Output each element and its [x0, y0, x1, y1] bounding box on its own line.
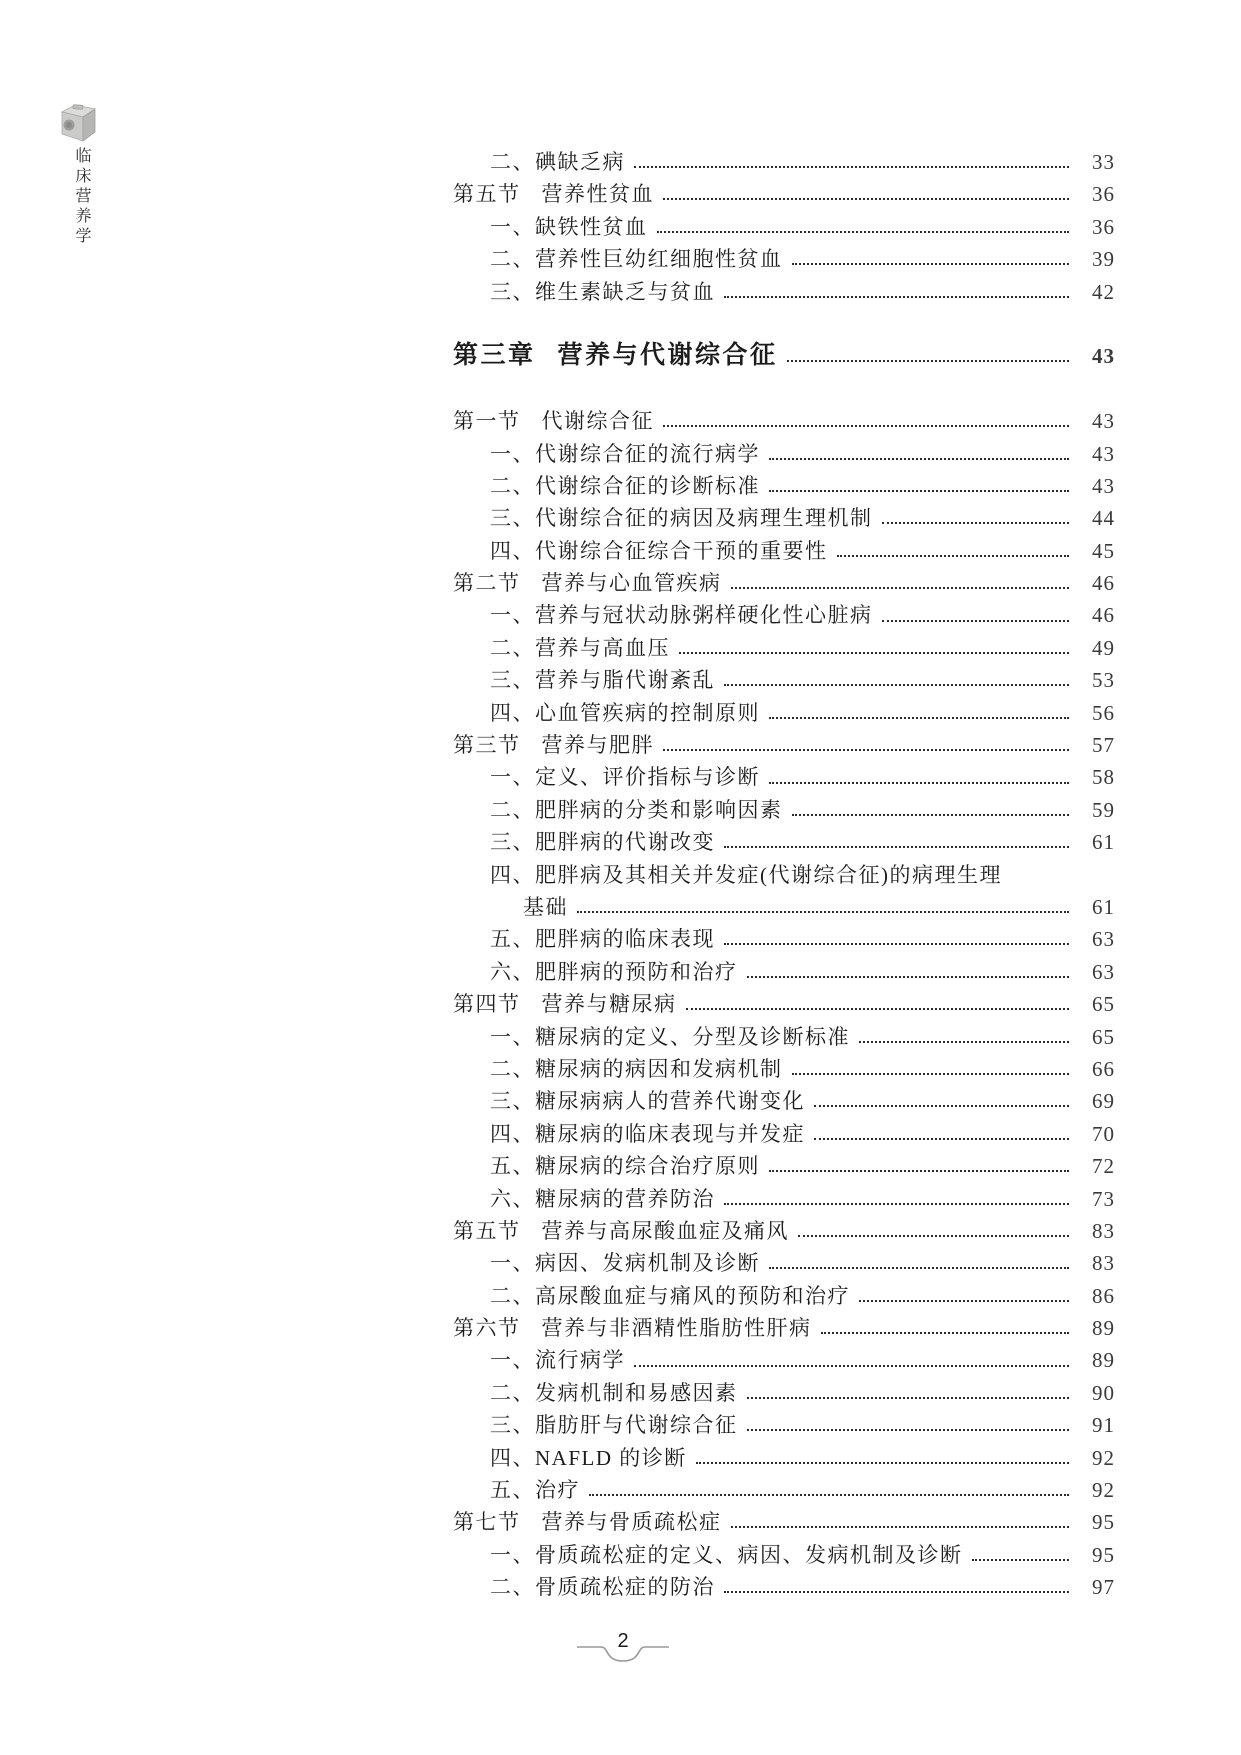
toc-page-number: 49	[1092, 635, 1115, 660]
toc-section-row	[453, 1312, 1115, 1344]
toc-item-row	[453, 599, 1115, 631]
toc-page-number: 89	[1092, 1348, 1115, 1373]
dot-leader	[747, 1377, 1070, 1409]
toc-page-number: 95	[1092, 1542, 1115, 1567]
toc-item-row	[453, 664, 1115, 696]
folio-page-number: 2	[617, 1630, 629, 1652]
dot-leader	[663, 178, 1069, 210]
dot-leader	[882, 502, 1070, 534]
dot-leader	[634, 146, 1069, 178]
toc-entry-title: 五、治疗	[490, 1478, 580, 1503]
dot-leader	[837, 535, 1070, 567]
toc-page-number: 61	[1092, 830, 1115, 855]
dot-leader	[859, 1280, 1069, 1312]
toc-entry-title: 基础	[523, 894, 568, 919]
toc-item-row	[453, 438, 1115, 470]
toc-entry-title: 四、NAFLD 的诊断	[490, 1445, 687, 1470]
dot-leader	[747, 956, 1070, 988]
dot-leader	[792, 794, 1070, 826]
toc-entry-label: 第七节	[453, 1510, 521, 1535]
toc-page-number: 57	[1092, 733, 1115, 758]
dot-leader	[724, 923, 1069, 955]
toc-item-row	[453, 1280, 1115, 1312]
dot-leader	[679, 632, 1069, 664]
toc-entry-title: 一、流行病学	[490, 1348, 625, 1373]
toc-entry-label: 第一节	[453, 409, 521, 434]
toc-entry-title: 营养与非酒精性脂肪性肝病	[541, 1316, 812, 1341]
toc-entry-title: 三、糖尿病病人的营养代谢变化	[490, 1089, 805, 1114]
toc-page-number: 91	[1092, 1413, 1115, 1438]
toc-page-number: 65	[1092, 1024, 1115, 1049]
dot-leader	[696, 1442, 1069, 1474]
dot-leader	[589, 1474, 1069, 1506]
toc-entry-title: 代谢综合征	[541, 409, 654, 434]
toc-page-number: 69	[1092, 1089, 1115, 1114]
toc-item-row	[453, 470, 1115, 502]
toc-page-number: 70	[1092, 1121, 1115, 1146]
toc-entry-title: 二、糖尿病的病因和发病机制	[490, 1056, 783, 1081]
toc-entry-title: 一、骨质疏松症的定义、病因、发病机制及诊断	[490, 1542, 963, 1567]
toc-page-number: 63	[1092, 959, 1115, 984]
toc-entry-title: 四、糖尿病的临床表现与并发症	[490, 1121, 805, 1146]
toc-item-row	[453, 1409, 1115, 1441]
dot-leader	[821, 1312, 1070, 1344]
book-title-vertical: 临床营养学	[73, 147, 90, 247]
toc-page-number: 53	[1092, 668, 1115, 693]
toc-entry-title: 二、骨质疏松症的防治	[490, 1575, 715, 1600]
toc-entry-title: 三、脂肪肝与代谢综合征	[490, 1413, 738, 1438]
toc-entry-label: 第二节	[453, 571, 521, 596]
toc-entry-title: 三、代谢综合征的病因及病理生理机制	[490, 506, 873, 531]
dot-leader	[634, 1344, 1069, 1376]
toc-entry-title: 二、碘缺乏病	[490, 150, 625, 174]
toc-item-row	[453, 1474, 1115, 1506]
toc-item-row	[453, 632, 1115, 664]
dot-leader	[787, 340, 1069, 372]
toc-item-row	[453, 211, 1115, 243]
toc-entry-title: 二、营养性巨幼红细胞性贫血	[490, 247, 783, 272]
dot-leader	[769, 761, 1069, 793]
toc-page-number: 65	[1092, 992, 1115, 1017]
table-of-contents	[453, 146, 1115, 1604]
toc-section-row	[453, 988, 1115, 1020]
toc-page-number: 33	[1092, 150, 1115, 174]
toc-item-row	[453, 826, 1115, 858]
toc-page-number: 46	[1092, 603, 1115, 628]
dot-leader	[859, 1021, 1069, 1053]
toc-entry-title: 营养与代谢综合征	[557, 342, 778, 370]
dot-leader	[769, 438, 1069, 470]
toc-page-number: 61	[1092, 894, 1115, 919]
dot-leader	[724, 1571, 1069, 1603]
toc-entry-title: 营养性贫血	[541, 182, 654, 207]
toc-entry-label: 第三节	[453, 733, 521, 758]
toc-page-number: 42	[1092, 279, 1115, 304]
toc-item-row	[453, 1118, 1115, 1150]
toc-item-row	[453, 956, 1115, 988]
dot-leader	[814, 1118, 1069, 1150]
toc-page-number: 83	[1092, 1218, 1115, 1243]
medicine-box-icon	[56, 100, 100, 146]
toc-entry-title: 一、缺铁性贫血	[490, 214, 648, 239]
toc-entry-title: 一、营养与冠状动脉粥样硬化性心脏病	[490, 603, 873, 628]
toc-item-row	[453, 146, 1115, 178]
toc-page-number: 36	[1092, 182, 1115, 207]
toc-item-row	[453, 243, 1115, 275]
toc-entry-title: 二、代谢综合征的诊断标准	[490, 473, 760, 498]
toc-page-number: 90	[1092, 1380, 1115, 1405]
toc-entry-title: 六、肥胖病的预防和治疗	[490, 959, 738, 984]
toc-entry-title: 五、糖尿病的综合治疗原则	[490, 1154, 760, 1179]
dot-leader	[792, 243, 1070, 275]
toc-item-row	[453, 697, 1115, 729]
toc-item-row	[453, 1247, 1115, 1279]
toc-entry-title: 一、代谢综合征的流行病学	[490, 441, 760, 466]
toc-page-number: 43	[1092, 441, 1115, 466]
toc-entry-label: 第四节	[453, 992, 521, 1017]
toc-item-row	[453, 1053, 1115, 1085]
toc-entry-title: 营养与糖尿病	[541, 992, 677, 1017]
toc-item-row	[453, 1150, 1115, 1182]
toc-item-row	[453, 502, 1115, 534]
toc-page-number: 86	[1092, 1283, 1115, 1308]
dot-leader	[686, 988, 1070, 1020]
toc-entry-title: 四、心血管疾病的控制原则	[490, 700, 760, 725]
dot-leader	[731, 567, 1070, 599]
dot-leader	[577, 891, 1069, 923]
toc-page-number: 43	[1092, 409, 1115, 434]
dot-leader	[769, 470, 1069, 502]
toc-entry-title: 四、肥胖病及其相关并发症(代谢综合征)的病理生理	[490, 862, 1002, 887]
dot-leader	[972, 1539, 1070, 1571]
dot-leader	[747, 1409, 1070, 1441]
toc-entry-title: 二、肥胖病的分类和影响因素	[490, 797, 783, 822]
toc-item-row	[453, 1442, 1115, 1474]
toc-entry-label: 第三章	[453, 342, 536, 370]
toc-page-number: 72	[1092, 1154, 1115, 1179]
dot-leader	[663, 405, 1069, 437]
toc-entry-title: 二、营养与高血压	[490, 635, 670, 660]
toc-item-row	[453, 1021, 1115, 1053]
toc-item-row	[453, 794, 1115, 826]
toc-entry-label: 第五节	[453, 1218, 521, 1243]
toc-page-number: 97	[1092, 1575, 1115, 1600]
toc-section-row	[453, 729, 1115, 761]
toc-item-row	[453, 1344, 1115, 1376]
book-spine	[0, 0, 120, 1755]
toc-entry-title: 一、定义、评价指标与诊断	[490, 765, 760, 790]
toc-item-row	[453, 923, 1115, 955]
toc-entry-title: 五、肥胖病的临床表现	[490, 927, 715, 952]
toc-entry-title: 一、糖尿病的定义、分型及诊断标准	[490, 1024, 850, 1049]
toc-page-number: 36	[1092, 214, 1115, 239]
dot-leader	[731, 1506, 1070, 1538]
toc-entry-title: 三、肥胖病的代谢改变	[490, 830, 715, 855]
dot-leader	[814, 1085, 1069, 1117]
dot-leader	[724, 826, 1069, 858]
toc-page-number: 92	[1092, 1478, 1115, 1503]
dot-leader	[663, 729, 1069, 761]
toc-page-number: 63	[1092, 927, 1115, 952]
toc-page-number: 83	[1092, 1251, 1115, 1276]
toc-entry-title: 二、高尿酸血症与痛风的预防和治疗	[490, 1283, 850, 1308]
toc-item-row	[453, 1571, 1115, 1603]
toc-item-row	[453, 891, 1115, 923]
dot-leader	[724, 1183, 1069, 1215]
toc-section-row	[453, 1215, 1115, 1247]
toc-entry-title: 营养与高尿酸血症及痛风	[541, 1218, 789, 1243]
toc-page-number: 58	[1092, 765, 1115, 790]
toc-page-number: 59	[1092, 797, 1115, 822]
toc-item-row	[453, 276, 1115, 308]
toc-section-row	[453, 405, 1115, 437]
toc-page-number: 39	[1092, 247, 1115, 272]
dot-leader	[769, 697, 1069, 729]
toc-entry-title: 二、发病机制和易感因素	[490, 1380, 738, 1405]
toc-item-row	[453, 859, 1115, 891]
dot-leader	[769, 1247, 1069, 1279]
toc-entry-title: 一、病因、发病机制及诊断	[490, 1251, 760, 1276]
toc-item-row	[453, 1085, 1115, 1117]
toc-entry-title: 六、糖尿病的营养防治	[490, 1186, 715, 1211]
toc-entry-title: 三、营养与脂代谢紊乱	[490, 668, 715, 693]
toc-entry-title: 三、维生素缺乏与贫血	[490, 279, 715, 304]
toc-page-number: 95	[1092, 1510, 1115, 1535]
dot-leader	[769, 1150, 1069, 1182]
toc-spacer	[453, 308, 1115, 340]
toc-entry-label: 第六节	[453, 1316, 521, 1341]
toc-page-number: 89	[1092, 1316, 1115, 1341]
toc-page-number: 92	[1092, 1445, 1115, 1470]
toc-section-row	[453, 1506, 1115, 1538]
toc-page-number: 73	[1092, 1186, 1115, 1211]
dot-leader	[724, 276, 1069, 308]
toc-entry-label: 第五节	[453, 182, 521, 207]
toc-page-number: 45	[1092, 538, 1115, 563]
toc-item-row	[453, 761, 1115, 793]
toc-page-number: 44	[1092, 506, 1115, 531]
toc-section-row	[453, 567, 1115, 599]
dot-leader	[792, 1053, 1070, 1085]
toc-item-row	[453, 1377, 1115, 1409]
toc-entry-title: 四、代谢综合征综合干预的重要性	[490, 538, 828, 563]
toc-page-number: 56	[1092, 700, 1115, 725]
toc-entry-title: 营养与心血管疾病	[541, 571, 722, 596]
dot-leader	[798, 1215, 1069, 1247]
toc-section-row	[453, 178, 1115, 210]
page-footer	[563, 1630, 683, 1670]
toc-entry-title: 营养与骨质疏松症	[541, 1510, 722, 1535]
toc-page-number: 43	[1092, 344, 1115, 369]
dot-leader	[657, 211, 1070, 243]
dot-leader	[724, 664, 1069, 696]
toc-entry-title: 营养与肥胖	[541, 733, 654, 758]
toc-chapter-row	[453, 340, 1115, 372]
toc-spacer	[453, 373, 1115, 405]
toc-page-number: 46	[1092, 571, 1115, 596]
toc-page-number: 66	[1092, 1056, 1115, 1081]
toc-item-row	[453, 1539, 1115, 1571]
toc-item-row	[453, 1183, 1115, 1215]
dot-leader	[882, 599, 1070, 631]
toc-page-number: 43	[1092, 473, 1115, 498]
toc-item-row	[453, 535, 1115, 567]
